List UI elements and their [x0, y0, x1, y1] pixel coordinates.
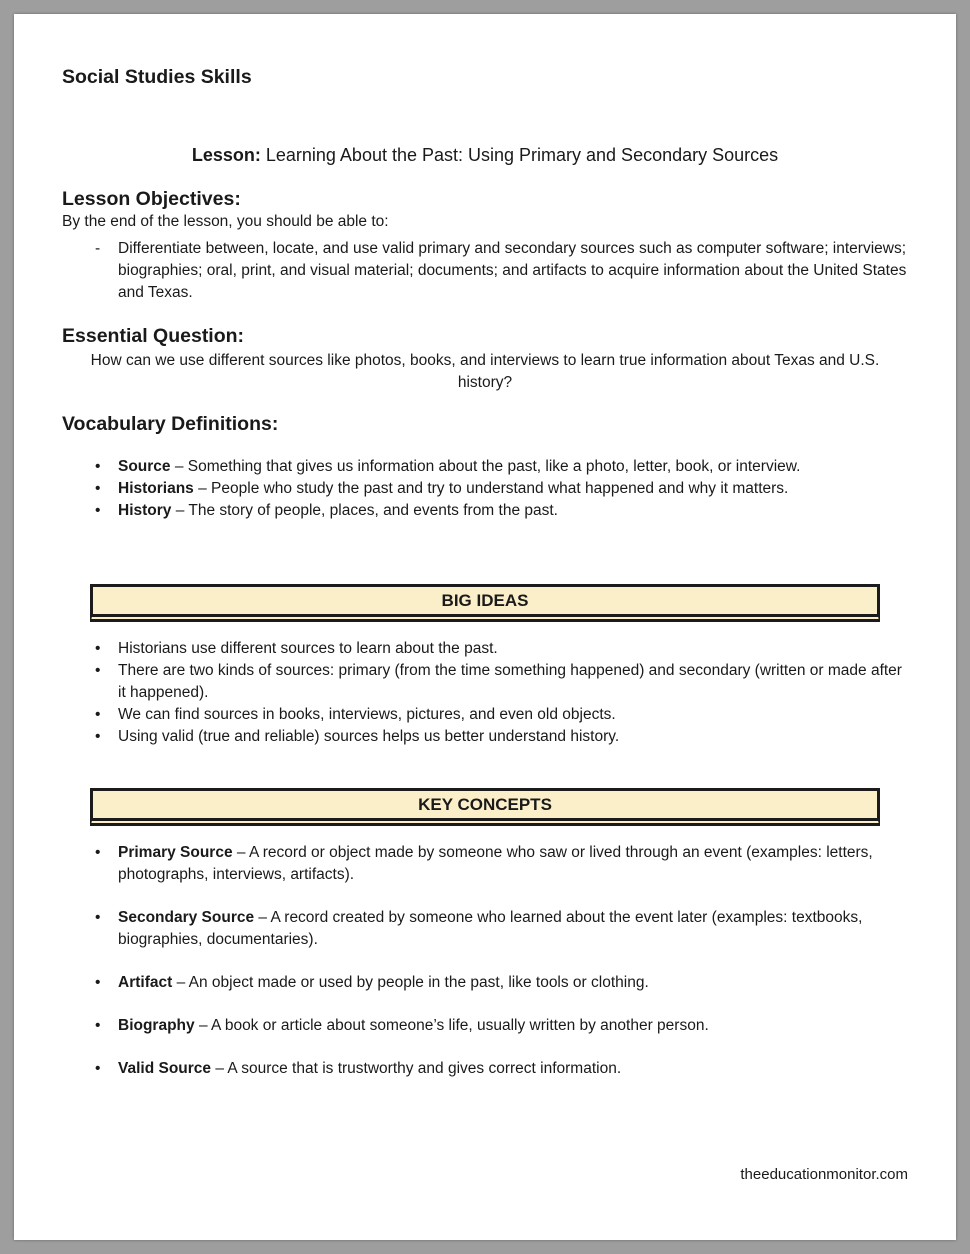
objective-text: Differentiate between, locate, and use valid primary and secondary sources such as computer software; interviews; biographies; oral, print, and visual material; documents; and artifacts to acquire information about the United States and Texas.: [118, 240, 907, 301]
list-item: [62, 638, 908, 660]
big-ideas-banner: [90, 584, 880, 622]
section-heading-vocabulary: Vocabulary Definitions:: [62, 413, 279, 435]
objectives-intro: By the end of the lesson, you should be able to:: [62, 213, 389, 230]
vocab-definition: – The story of people, places, and events from the past.: [171, 502, 558, 519]
section-heading-essential-question: Essential Question:: [62, 325, 245, 347]
big-idea-text: There are two kinds of sources: primary (from the time something happened) and secondary (written or made after it happened).: [118, 662, 902, 701]
list-item: [62, 704, 908, 726]
concept-definition: – A record created by someone who learned about the event later (examples: textbooks, biographies, documentaries).: [118, 909, 863, 948]
vocab-definition: – People who study the past and try to understand what happened and why it matters.: [193, 480, 789, 497]
big-ideas-list: [62, 638, 908, 748]
footer-site-text: theeducationmonitor.com: [740, 1166, 908, 1183]
big-idea-text: We can find sources in books, interviews, pictures, and even old objects.: [118, 706, 616, 723]
vocab-term: Source: [118, 458, 171, 475]
vocab-definition: – Something that gives us information about the past, like a photo, letter, book, or interview.: [170, 458, 801, 475]
concept-definition: – A record or object made by someone who saw or lived through an event (examples: letters, photographs, interviews, artifacts).: [118, 844, 873, 883]
concept-term: Primary Source: [118, 844, 233, 861]
list-item: [62, 1015, 908, 1037]
doc-title: Social Studies Skills: [62, 66, 252, 88]
key-concepts-banner: [90, 788, 880, 826]
concept-term: Biography: [118, 1017, 195, 1034]
big-ideas-banner-title: BIG IDEAS: [441, 591, 529, 610]
document-page: [14, 14, 956, 1240]
lesson-title-text: Learning About the Past: Using Primary and Secondary Sources: [260, 145, 779, 165]
list-item: [62, 500, 908, 522]
list-item: [62, 456, 908, 478]
big-idea-text: Historians use different sources to learn about the past.: [118, 640, 498, 657]
list-item: [62, 842, 908, 886]
list-item: [62, 907, 908, 951]
vocabulary-list: [62, 456, 908, 522]
concept-definition: – A book or article about someone’s life, usually written by another person.: [194, 1017, 709, 1034]
section-heading-objectives: Lesson Objectives:: [62, 188, 241, 210]
concept-term: Valid Source: [118, 1060, 212, 1077]
vocab-term: Historians: [118, 480, 194, 497]
concept-term: Artifact: [118, 974, 173, 991]
list-item: [62, 972, 908, 994]
concept-term: Secondary Source: [118, 909, 255, 926]
vocab-term: History: [118, 502, 172, 519]
list-item: [62, 726, 908, 748]
concept-definition: – An object made or used by people in the past, like tools or clothing.: [172, 974, 649, 991]
key-concepts-list: [62, 842, 908, 1080]
big-idea-text: Using valid (true and reliable) sources helps us better understand history.: [118, 728, 620, 745]
list-item: [62, 1058, 908, 1080]
essential-question-text: How can we use different sources like photos, books, and interviews to learn true information about Texas and U.S. history?: [90, 352, 880, 391]
concept-definition: – A source that is trustworthy and gives correct information.: [211, 1060, 622, 1077]
lesson-title-line: [62, 144, 908, 166]
list-item: [62, 238, 908, 304]
objectives-list: [62, 238, 908, 304]
list-item: [62, 660, 908, 704]
list-item: [62, 478, 908, 500]
lesson-label: Lesson:: [191, 145, 261, 165]
key-concepts-banner-title: KEY CONCEPTS: [418, 795, 552, 814]
